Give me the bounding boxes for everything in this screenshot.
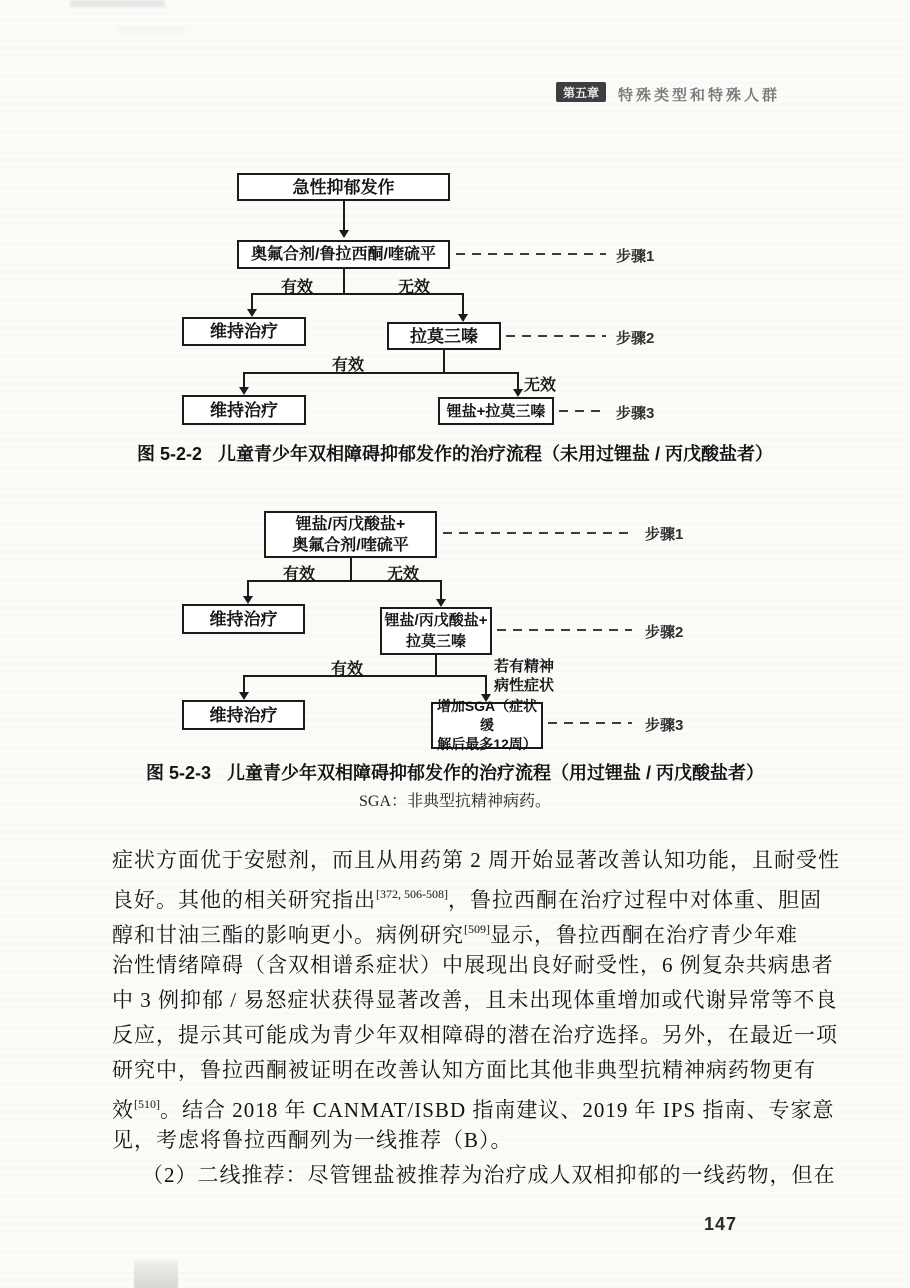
body-text-segment: ，鲁拉西酮在治疗过程中对体重、胆固 [448, 888, 822, 912]
flow2-label-psychotic-line1: 若有精神 [494, 658, 555, 675]
arrow-down-icon [339, 230, 349, 238]
body-text-segment: 效 [112, 1098, 134, 1122]
flow-line [343, 201, 345, 230]
body-text-segment: 良好。其他的相关研究指出 [112, 888, 376, 912]
flow-line [485, 675, 487, 695]
flow2-label-effective-2: 有效 [330, 661, 363, 678]
flow2-box-add-sga [431, 698, 543, 752]
flow2-box-combo-line2: 拉莫三嗪 [405, 633, 466, 650]
flow1-box-acute-episode: 急性抑郁发作 [237, 173, 450, 201]
flow-line [243, 372, 519, 374]
flow1-label-effective-2: 有效 [331, 357, 364, 374]
flow-line [343, 269, 345, 294]
dashed-line [456, 253, 606, 255]
body-text-segment: 研究中，鲁拉西酮被证明在改善认知方面比其他非典型抗精神病药物更有 [112, 1058, 816, 1082]
flow2-label-effective-1: 有效 [282, 566, 315, 583]
body-paragraphs [112, 843, 840, 1193]
reference-superscript: [372, 506-508] [376, 887, 448, 901]
running-header-title: 特殊类型和特殊人群 [618, 87, 781, 104]
flow1-label-ineffective-1: 无效 [397, 279, 430, 296]
flow2-label-psychotic-line2: 病性症状 [494, 677, 555, 694]
body-text-segment: 醇和甘油三酯的影响更小。病例研究 [112, 923, 464, 947]
flow1-label-ineffective-2: 无效 [524, 377, 557, 394]
flow1-box-lithium-lamotrigine: 锂盐+拉莫三嗪 [438, 397, 554, 425]
body-line [112, 983, 838, 1018]
flow-line [435, 655, 437, 676]
body-line [112, 948, 834, 983]
flow-line [350, 558, 352, 581]
flow-line [462, 293, 464, 315]
page-number: 147 [704, 1214, 738, 1234]
body-line [112, 1123, 804, 1158]
body-text-segment: （2）二线推荐：尽管锂盐被推荐为治疗成人双相抑郁的一线药物，但在 [142, 1163, 836, 1187]
body-text-segment: 反应，提示其可能成为青少年双相障碍的潜在治疗选择。另外，在最近一项 [112, 1023, 838, 1047]
figure2-note: SGA：非典型抗精神病药。 [358, 793, 551, 810]
body-text-segment: 显示，鲁拉西酮在治疗青少年难 [490, 923, 798, 947]
arrow-down-icon [458, 314, 468, 322]
flow2-box-start-line1: 锂盐/丙戊酸盐+ [295, 515, 406, 533]
body-line [112, 1158, 836, 1193]
arrow-down-icon [436, 599, 446, 607]
flow2-box-sga-line1: 增加SGA（症状缓 [436, 698, 538, 733]
arrow-down-icon [247, 309, 257, 317]
dashed-line [443, 532, 633, 534]
flow1-step3-label: 步骤3 [616, 405, 655, 422]
reference-superscript: [510] [134, 1097, 160, 1111]
flow1-box-maintain-2: 维持治疗 [182, 395, 306, 425]
reference-superscript: [509] [464, 922, 490, 936]
flow-line [243, 372, 245, 388]
dashed-line [506, 335, 606, 337]
figure2-caption [113, 759, 797, 785]
flow1-step2-label: 步骤2 [616, 330, 655, 347]
body-line [112, 1088, 835, 1123]
flow2-box-start-line2: 奥氟合剂/喹硫平 [292, 536, 409, 554]
flow2-box-sga-line2: 解后最多12周） [437, 736, 537, 752]
body-text-segment: 见，考虑将鲁拉西酮列为一线推荐（B）。 [112, 1128, 513, 1152]
flow1-box-maintain-1: 维持治疗 [182, 317, 306, 346]
flow2-box-combo-line1: 锂盐/丙戊酸盐+ [384, 612, 488, 629]
scan-smudge [134, 1260, 178, 1288]
body-text-segment: 中 3 例抑郁 / 易怒症状获得显著改善，且未出现体重增加或代谢异常等不良 [112, 988, 838, 1012]
figure1-caption [113, 440, 797, 466]
flow2-step3-label: 步骤3 [645, 717, 684, 734]
flow1-box-step1-drugs: 奥氟合剂/鲁拉西酮/喹硫平 [237, 240, 450, 269]
figure1-caption-label: 图 5-2-2 [136, 444, 203, 464]
flow-line [517, 372, 519, 390]
flow-line [251, 293, 253, 310]
figure2-caption-label: 图 5-2-3 [145, 763, 212, 783]
flow2-box-lithium-valproate-lamotrigine [380, 607, 492, 655]
flow2-label-psychotic-symptoms [494, 657, 554, 695]
arrow-down-icon [239, 387, 249, 395]
flow-line [243, 675, 245, 693]
body-line [112, 1053, 816, 1088]
scan-smudge [70, 0, 165, 7]
arrow-down-icon [513, 389, 523, 397]
dashed-line [497, 629, 632, 631]
flow-line [443, 350, 445, 373]
flow2-step2-label: 步骤2 [645, 624, 684, 641]
flow1-label-effective-1: 有效 [280, 279, 313, 296]
flow2-box-maintain-1: 维持治疗 [182, 604, 305, 634]
dashed-line [559, 410, 606, 412]
flow2-step1-label: 步骤1 [645, 526, 684, 543]
flow2-box-start [264, 511, 437, 558]
body-text-segment: 。结合 2018 年 CANMAT/ISBD 指南建议、2019 年 IPS 指南、专家意 [160, 1098, 835, 1122]
body-line [112, 878, 822, 913]
flow2-label-ineffective-1: 无效 [386, 566, 419, 583]
body-text-segment: 治性情绪障碍（含双相谱系症状）中展现出良好耐受性，6 例复杂共病患者 [112, 953, 834, 977]
dashed-line [548, 722, 632, 724]
flow1-step1-label: 步骤1 [616, 248, 655, 265]
chapter-badge: 第五章 [556, 82, 606, 102]
figure2-caption-text: 儿童青少年双相障碍抑郁发作的治疗流程（用过锂盐 / 丙戊酸盐者） [227, 763, 765, 783]
arrow-down-icon [239, 692, 249, 700]
flow1-box-lamotrigine: 拉莫三嗪 [387, 322, 501, 350]
flow-line [440, 580, 442, 600]
body-line [112, 1018, 838, 1053]
body-line [112, 843, 840, 878]
body-line [112, 913, 804, 948]
flow2-box-maintain-2: 维持治疗 [182, 700, 305, 730]
body-text-segment: 症状方面优于安慰剂，而且从用药第 2 周开始显著改善认知功能，且耐受性 [112, 848, 840, 872]
arrow-down-icon [243, 596, 253, 604]
scan-smudge [118, 28, 184, 32]
figure1-caption-text: 儿童青少年双相障碍抑郁发作的治疗流程（未用过锂盐 / 丙戊酸盐者） [218, 444, 774, 464]
